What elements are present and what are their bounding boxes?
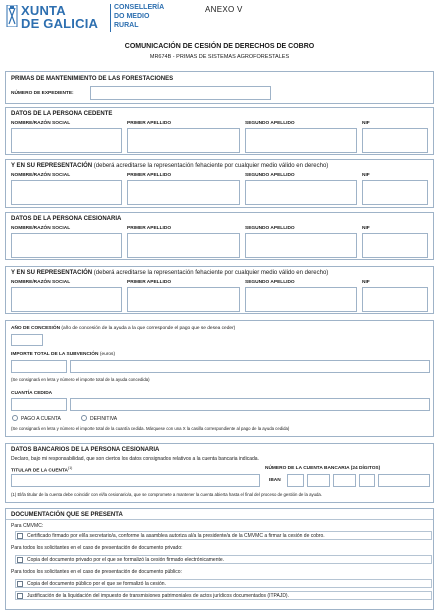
anio-concesion-label — [11, 326, 235, 331]
publico-1-checkbox[interactable] — [17, 581, 23, 587]
section-title — [11, 163, 328, 169]
representacion-note: (deberá acreditarse la representación fehaciente por cualquier medio válido en derecho) — [92, 270, 329, 276]
conselleria-line-3: RURAL — [114, 22, 139, 29]
publico-2-checkbox[interactable] — [17, 593, 23, 599]
representacion-title: Y EN SU REPRESENTACIÓN — [11, 270, 93, 276]
segundo-apellido-label: SEGUNDO APELLIDO — [245, 121, 295, 126]
representacion-title: Y EN SU REPRESENTACIÓN — [11, 163, 93, 169]
iban-label: IBAN — [269, 478, 281, 483]
titular-input[interactable] — [11, 474, 260, 487]
importe-unit: (euros) — [98, 352, 116, 357]
primer-apellido-label: PRIMER APELLIDO — [127, 121, 172, 126]
nif-label: NIF — [362, 173, 370, 178]
privado-doc: Copia del documento privado por el que se formalizó la cesión firmado electrónicamente. — [27, 557, 225, 563]
section-title — [11, 270, 328, 276]
cuantia-letra-input[interactable] — [70, 398, 430, 411]
publico-doc-1: Copia del documento público por el que se formalizó la cesión. — [27, 581, 166, 587]
publico-doc-2: Justificación de la liquidación del impuesto de transmisiones patrimoniales de actos jurídicos documentados (ITPAJD). — [27, 593, 289, 599]
conselleria-line-1: CONSELLERÍA — [114, 4, 165, 11]
titular-label-text: TITULAR DE LA CUENTA — [11, 468, 69, 474]
importe-note: (Se consignará en letra y número el importe total de la ayuda concedida) — [11, 377, 150, 382]
logo-line-2: DE GALICIA — [21, 16, 99, 31]
pago-cuenta-radio[interactable] — [12, 415, 18, 421]
conselleria-line-2: DO MEDIO — [114, 13, 150, 20]
nif-label: NIF — [362, 226, 370, 231]
dc-input[interactable] — [359, 474, 375, 487]
cedente-nombre-input[interactable] — [11, 128, 122, 153]
expediente-input[interactable] — [90, 86, 271, 100]
cesionaria-segundo-apellido-input[interactable] — [245, 233, 357, 258]
section-cesionaria — [5, 212, 434, 260]
segundo-apellido-label: SEGUNDO APELLIDO — [245, 280, 295, 285]
importe-letra-input[interactable] — [70, 360, 430, 373]
cuantia-numero-input[interactable] — [11, 398, 67, 411]
importe-numero-input[interactable] — [11, 360, 67, 373]
cmvmc-label: Para CMVMC: — [11, 523, 44, 529]
doc-row-publico-2 — [15, 591, 432, 600]
importe-label-text: IMPORTE TOTAL DE LA SUBVENCIÓN — [11, 352, 99, 357]
nif-label: NIF — [362, 280, 370, 285]
rep-cedente-nif-input[interactable] — [362, 180, 428, 205]
importe-label — [11, 352, 115, 357]
section-concesion — [5, 320, 434, 437]
anio-label-text: AÑO DE CONCESIÓN — [11, 326, 61, 331]
section-representacion-cesionaria — [5, 266, 434, 314]
declaro-text: Declaro, bajo mi responsabilidad, que son ciertos los datos consignados relativos a la cuenta bancaria indicada. — [11, 456, 259, 462]
form-title: COMUNICACIÓN DE CESIÓN DE DERECHOS DE COBRO — [124, 43, 315, 50]
rep-cedente-segundo-apellido-input[interactable] — [245, 180, 357, 205]
nombre-label: NOMBRE/RAZÓN SOCIAL — [11, 226, 71, 231]
rep-cesionaria-nif-input[interactable] — [362, 287, 428, 312]
rep-cesionaria-nombre-input[interactable] — [11, 287, 122, 312]
primer-apellido-label: PRIMER APELLIDO — [127, 226, 172, 231]
entidad-input[interactable] — [307, 474, 330, 487]
rep-cedente-primer-apellido-input[interactable] — [127, 180, 240, 205]
doc-row-privado — [15, 555, 432, 564]
cesionaria-nif-input[interactable] — [362, 233, 428, 258]
segundo-apellido-label: SEGUNDO APELLIDO — [245, 173, 295, 178]
oficina-input[interactable] — [333, 474, 356, 487]
numero-cuenta-input[interactable] — [378, 474, 430, 487]
section-bancarios — [5, 443, 434, 503]
doc-row-cmvmc — [15, 531, 432, 540]
privado-label: Para todos los solicitantes en el caso de presentación de documento privado: — [11, 545, 183, 551]
cesionaria-primer-apellido-input[interactable] — [127, 233, 240, 258]
rep-cedente-nombre-input[interactable] — [11, 180, 122, 205]
cedente-segundo-apellido-input[interactable] — [245, 128, 357, 153]
section-documentacion — [5, 508, 434, 610]
conselleria-name — [114, 3, 164, 30]
section-title: PRIMAS DE MANTENIMIENTO DE LAS FORESTACIONES — [11, 76, 174, 82]
cmvmc-doc: Certificado firmado por el/la secretario/a, conforme la asamblea autoriza al/a la presidente/a de la CMVMC a firmar la cesión de cobro. — [27, 533, 325, 539]
rep-cesionaria-segundo-apellido-input[interactable] — [245, 287, 357, 312]
segundo-apellido-label: SEGUNDO APELLIDO — [245, 226, 295, 231]
section-title: DOCUMENTACIÓN QUE SE PRESENTA — [11, 512, 123, 518]
iban-input[interactable] — [287, 474, 304, 487]
nif-label: NIF — [362, 121, 370, 126]
header — [0, 0, 439, 38]
titular-label — [11, 466, 72, 474]
primer-apellido-label: PRIMER APELLIDO — [127, 280, 172, 285]
pago-cuenta-label: PAGO A CUENTA — [21, 416, 61, 422]
anio-concesion-input[interactable] — [11, 334, 43, 346]
rep-cesionaria-primer-apellido-input[interactable] — [127, 287, 240, 312]
section-title: DATOS DE LA PERSONA CEDENTE — [11, 111, 113, 117]
xunta-emblem-icon — [6, 5, 18, 27]
form-subtitle: MR674B - PRIMAS DE SISTEMAS AGROFORESTALES — [149, 54, 290, 60]
divider — [6, 519, 433, 520]
titular-sup: (1) — [68, 466, 73, 470]
section-title: DATOS DE LA PERSONA CESIONARIA — [11, 216, 122, 222]
cesionaria-nombre-input[interactable] — [11, 233, 122, 258]
section-representacion-cedente — [5, 159, 434, 208]
publico-label: Para todos los solicitantes en el caso de presentación de documento público: — [11, 569, 182, 575]
expediente-label: NÚMERO DE EXPEDIENTE: — [11, 91, 74, 96]
doc-row-publico-1 — [15, 579, 432, 588]
nombre-label: NOMBRE/RAZÓN SOCIAL — [11, 121, 71, 126]
cuantia-note: (Se consignará en letra y número el importe total de la cuantía cedida. Márquese con una X la casilla correspondiente al pago de la ayuda cedida) — [11, 426, 290, 431]
nombre-label: NOMBRE/RAZÓN SOCIAL — [11, 173, 71, 178]
definitiva-radio[interactable] — [81, 415, 87, 421]
section-primas — [5, 71, 434, 104]
cedente-nif-input[interactable] — [362, 128, 428, 153]
privado-checkbox[interactable] — [17, 557, 23, 563]
bancarios-note: (1) El/la titular de la cuenta debe coincidir con el/la cesionario/a, que se compromete a mantener la cuenta abierta hasta el final del proceso de gestión de la ayuda. — [11, 492, 322, 497]
cuantia-label: CUANTÍA CEDIDA — [11, 391, 53, 396]
nombre-label: NOMBRE/RAZÓN SOCIAL — [11, 280, 71, 285]
definitiva-label: DEFINITIVA — [90, 416, 118, 422]
cmvmc-checkbox[interactable] — [17, 533, 23, 539]
representacion-note: (deberá acreditarse la representación fehaciente por cualquier medio válido en derecho) — [92, 163, 329, 169]
anio-note: (año de concesión de la ayuda a la que corresponde el pago que se desea ceder) — [60, 326, 236, 331]
logo-line-1: XUNTA — [21, 3, 66, 18]
cedente-primer-apellido-input[interactable] — [127, 128, 240, 153]
cuenta-label: NÚMERO DE LA CUENTA BANCARIA (24 DÍGITOS) — [265, 466, 381, 471]
anexo-label: ANEXO V — [205, 5, 243, 14]
section-title: DATOS BANCARIOS DE LA PERSONA CESIONARIA — [11, 447, 160, 453]
logo-divider — [110, 4, 111, 32]
section-cedente — [5, 107, 434, 155]
primer-apellido-label: PRIMER APELLIDO — [127, 173, 172, 178]
